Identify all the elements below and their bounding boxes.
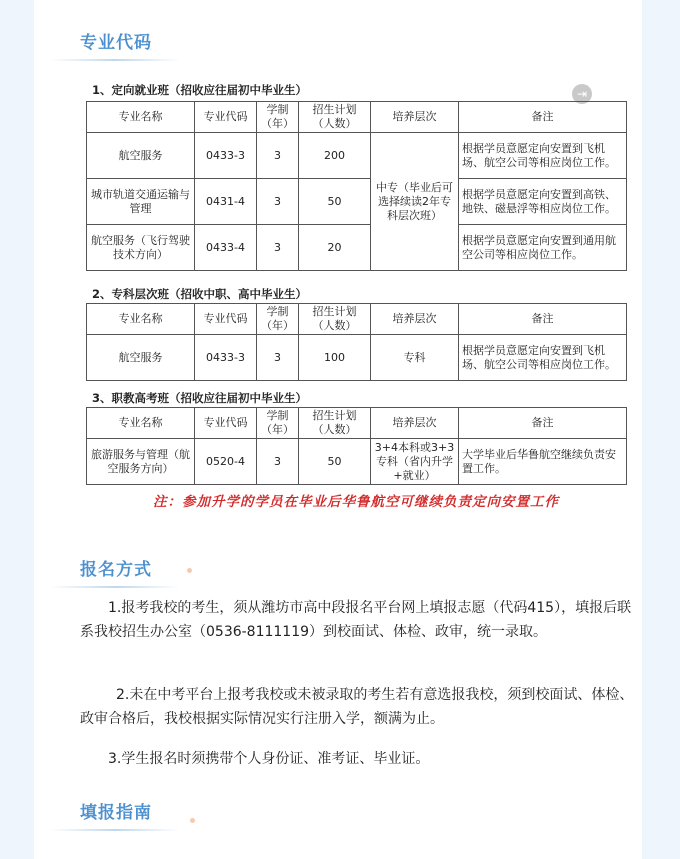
header-cell: 备注 (459, 102, 627, 133)
table-college-level (86, 303, 627, 381)
signup-paragraph-2: 2.未在中考平台上报考我校或未被录取的考生若有意选报我校，须到校面试、体检、政审合格后，我校根据实际情况实行注册入学，额满为止。 (80, 687, 634, 727)
header-cell: 学制（年） (257, 102, 299, 133)
header-cell: 专业名称 (87, 408, 195, 439)
cell-level: 中专（毕业后可选择续读2年专科层次班） (371, 133, 459, 271)
cell-plan: 100 (299, 335, 371, 381)
cell-code: 0433-4 (195, 225, 257, 271)
cell-plan: 50 (299, 179, 371, 225)
header-cell: 专业代码 (195, 102, 257, 133)
page-content (34, 0, 642, 859)
decor-dot (187, 568, 192, 573)
cell-name: 航空服务 (87, 133, 195, 179)
cell-code: 0433-3 (195, 335, 257, 381)
cell-years: 3 (257, 439, 299, 485)
table-row (87, 225, 627, 271)
cell-level: 3+4本科或3+3专科（省内升学+就业） (371, 439, 459, 485)
cell-note: 根据学员意愿定向安置到高铁、地铁、磁悬浮等相应岗位工作。 (459, 179, 627, 225)
cell-name: 航空服务 (87, 335, 195, 381)
cell-note: 根据学员意愿定向安置到飞机场、航空公司等相应岗位工作。 (459, 335, 627, 381)
section-title-signup: 报名方式 (80, 555, 152, 580)
cell-code: 0520-4 (195, 439, 257, 485)
cell-years: 3 (257, 133, 299, 179)
cell-name: 城市轨道交通运输与管理 (87, 179, 195, 225)
cell-plan: 50 (299, 439, 371, 485)
header-cell: 培养层次 (371, 304, 459, 335)
table-header-row (87, 304, 627, 335)
cell-note: 大学毕业后华鲁航空继续负责安置工作。 (459, 439, 627, 485)
table-row (87, 179, 627, 225)
header-cell: 专业代码 (195, 304, 257, 335)
section-title-guide: 填报指南 (80, 798, 152, 823)
header-cell: 招生计划（人数） (299, 408, 371, 439)
cell-note: 根据学员意愿定向安置到飞机场、航空公司等相应岗位工作。 (459, 133, 627, 179)
header-cell: 学制（年） (257, 408, 299, 439)
exit-icon[interactable]: ⇥ (572, 84, 592, 104)
signup-paragraph-3: 3.学生报名时须携带个人身份证、准考证、毕业证。 (108, 751, 430, 767)
table-directed-employment (86, 101, 627, 271)
table-vocational-exam (86, 407, 627, 485)
cell-years: 3 (257, 335, 299, 381)
cell-years: 3 (257, 179, 299, 225)
table-header-row (87, 408, 627, 439)
signup-paragraph-1: 1.报考我校的考生，须从潍坊市高中段报名平台网上填报志愿（代码415），填报后联系我校招生办公室（0536-8111119）到校面试、体检、政审，统一录取。 (80, 600, 632, 640)
cell-level: 专科 (371, 335, 459, 381)
cell-note: 根据学员意愿定向安置到通用航空公司等相应岗位工作。 (459, 225, 627, 271)
header-cell: 招生计划（人数） (299, 304, 371, 335)
cell-name: 旅游服务与管理（航空服务方向） (87, 439, 195, 485)
decor-dot (190, 818, 195, 823)
red-remark: 注：参加升学的学员在毕业后华鲁航空可继续负责定向安置工作 (153, 494, 559, 510)
section-title-major-code: 专业代码 (80, 28, 152, 53)
header-cell: 专业名称 (87, 102, 195, 133)
header-cell: 招生计划（人数） (299, 102, 371, 133)
cell-code: 0431-4 (195, 179, 257, 225)
cell-name: 航空服务（飞行驾驶技术方向） (87, 225, 195, 271)
cell-plan: 200 (299, 133, 371, 179)
table3-heading: 3、职教高考班（招收应往届初中毕业生） (92, 391, 307, 405)
header-cell: 学制（年） (257, 304, 299, 335)
table2-heading: 2、专科层次班（招收中职、高中毕业生） (92, 287, 307, 301)
table-row (87, 335, 627, 381)
cell-code: 0433-3 (195, 133, 257, 179)
table-row (87, 133, 627, 179)
table-row (87, 439, 627, 485)
header-cell: 专业代码 (195, 408, 257, 439)
table1-heading: 1、定向就业班（招收应往届初中毕业生） (92, 83, 307, 97)
header-cell: 专业名称 (87, 304, 195, 335)
header-cell: 备注 (459, 304, 627, 335)
header-cell: 备注 (459, 408, 627, 439)
header-cell: 培养层次 (371, 102, 459, 133)
table-header-row (87, 102, 627, 133)
cell-plan: 20 (299, 225, 371, 271)
cell-years: 3 (257, 225, 299, 271)
header-cell: 培养层次 (371, 408, 459, 439)
